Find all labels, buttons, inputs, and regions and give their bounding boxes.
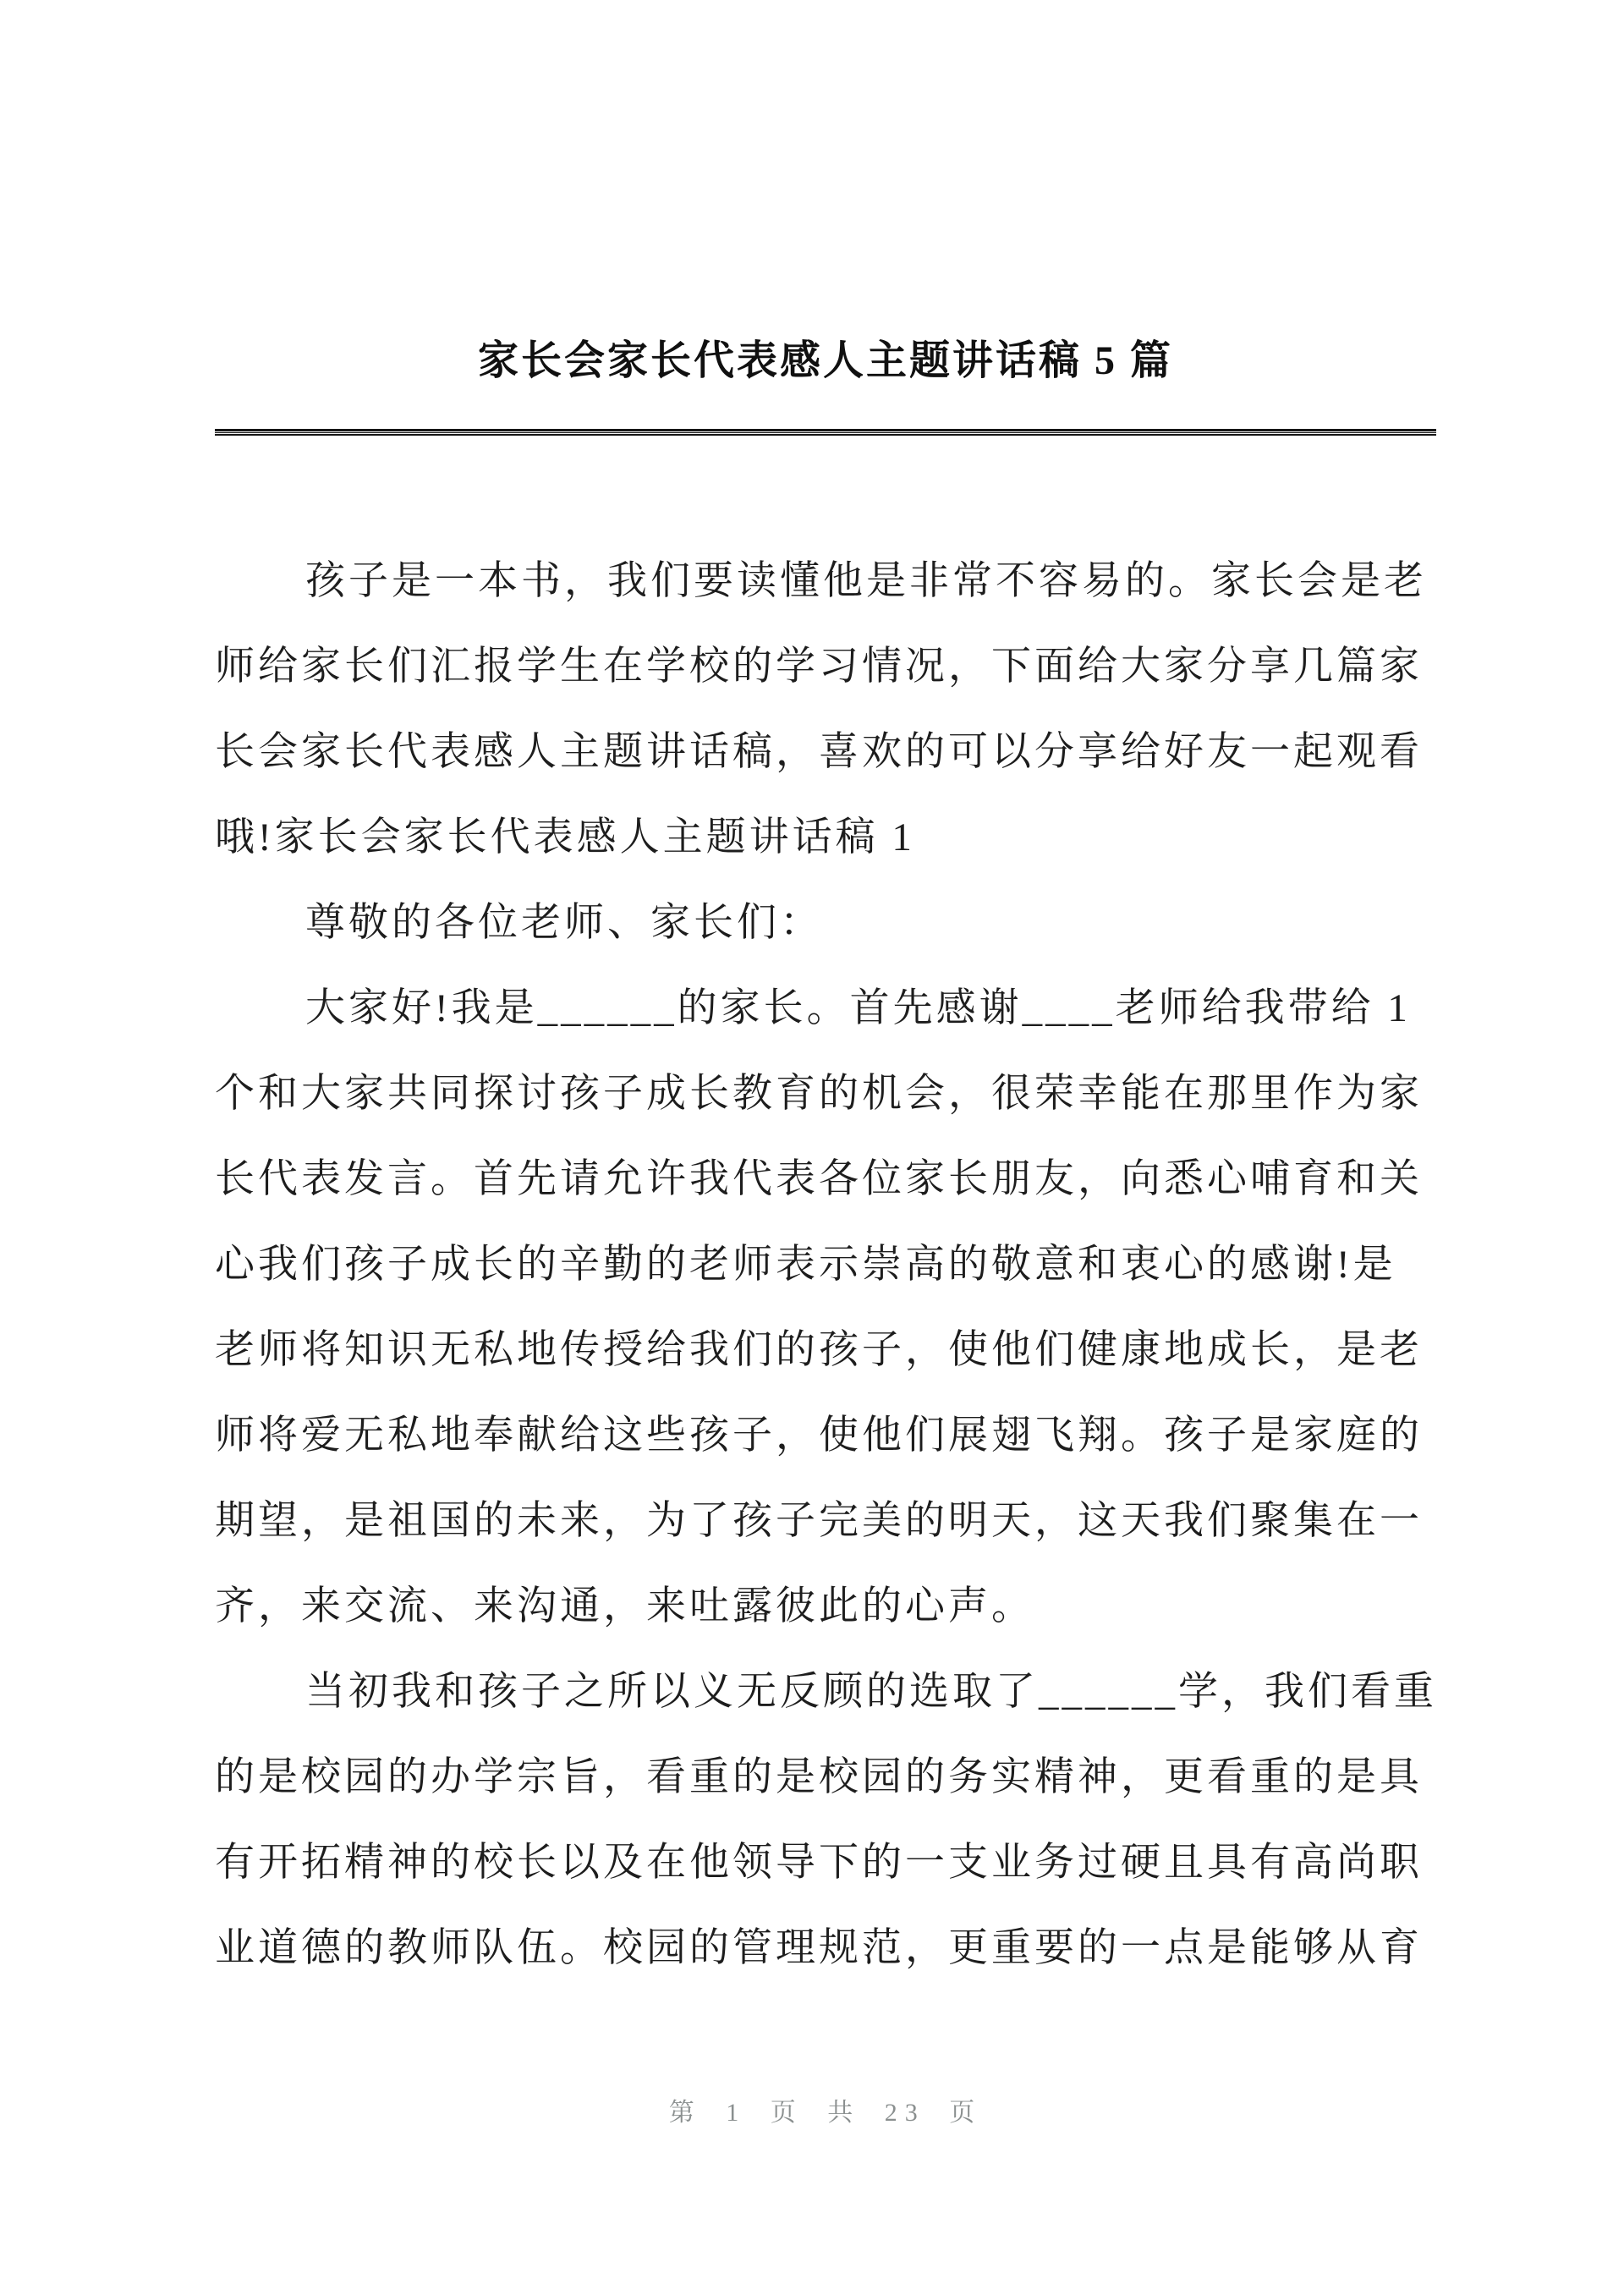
text-line: 哦!家长会家长代表感人主题讲话稿 1: [215, 815, 915, 859]
text-line: 个和大家共同探讨孩子成长教育的机会，很荣幸能在那里作为家: [215, 1072, 1423, 1116]
text-line: 当初我和孩子之所以义无反顾的选取了______学，我们看重: [305, 1670, 1437, 1714]
page-title: 家长会家长代表感人主题讲话稿 5 篇: [477, 338, 1173, 383]
document-body: [215, 539, 1436, 1991]
text-line: 师将爱无私地奉献给这些孩子，使他们展翅飞翔。孩子是家庭的: [215, 1414, 1423, 1458]
text-line: 孩子是一本书，我们要读懂他是非常不容易的。家长会是老: [305, 559, 1427, 603]
document-content: [215, 0, 1436, 1991]
text-line: 长代表发言。首先请允许我代表各位家长朋友，向悉心哺育和关: [215, 1157, 1423, 1201]
page-footer: [215, 2091, 1436, 2128]
text-line: 业道德的教师队伍。校园的管理规范，更重要的一点是能够从育: [215, 1926, 1423, 1970]
text-line: 齐，来交流、来沟通，来吐露彼此的心声。: [215, 1584, 1034, 1628]
text-line: 有开拓精神的校长以及在他领导下的一支业务过硬且具有高尚职: [215, 1841, 1423, 1885]
page-number: 第 1 页 共 23 页: [668, 2099, 983, 2127]
text-line: 老师将知识无私地传授给我们的孩子，使他们健康地成长，是老: [215, 1328, 1423, 1372]
text-line: 尊敬的各位老师、家长们：: [305, 901, 823, 945]
text-line: 大家好!我是______的家长。首先感谢____老师给我带给 1: [305, 986, 1411, 1030]
text-line: 师给家长们汇报学生在学校的学习情况，下面给大家分享几篇家: [215, 645, 1423, 689]
text-line: 长会家长代表感人主题讲话稿，喜欢的可以分享给好友一起观看: [215, 730, 1423, 774]
text-line: 期望，是祖国的未来，为了孩子完美的明天，这天我们聚集在一: [215, 1499, 1423, 1543]
text-line: 心我们孩子成长的辛勤的老师表示崇高的敬意和衷心的感谢!是: [215, 1243, 1396, 1287]
text-line: 的是校园的办学宗旨，看重的是校园的务实精神，更看重的是具: [215, 1755, 1423, 1799]
title-divider: [215, 429, 1436, 436]
